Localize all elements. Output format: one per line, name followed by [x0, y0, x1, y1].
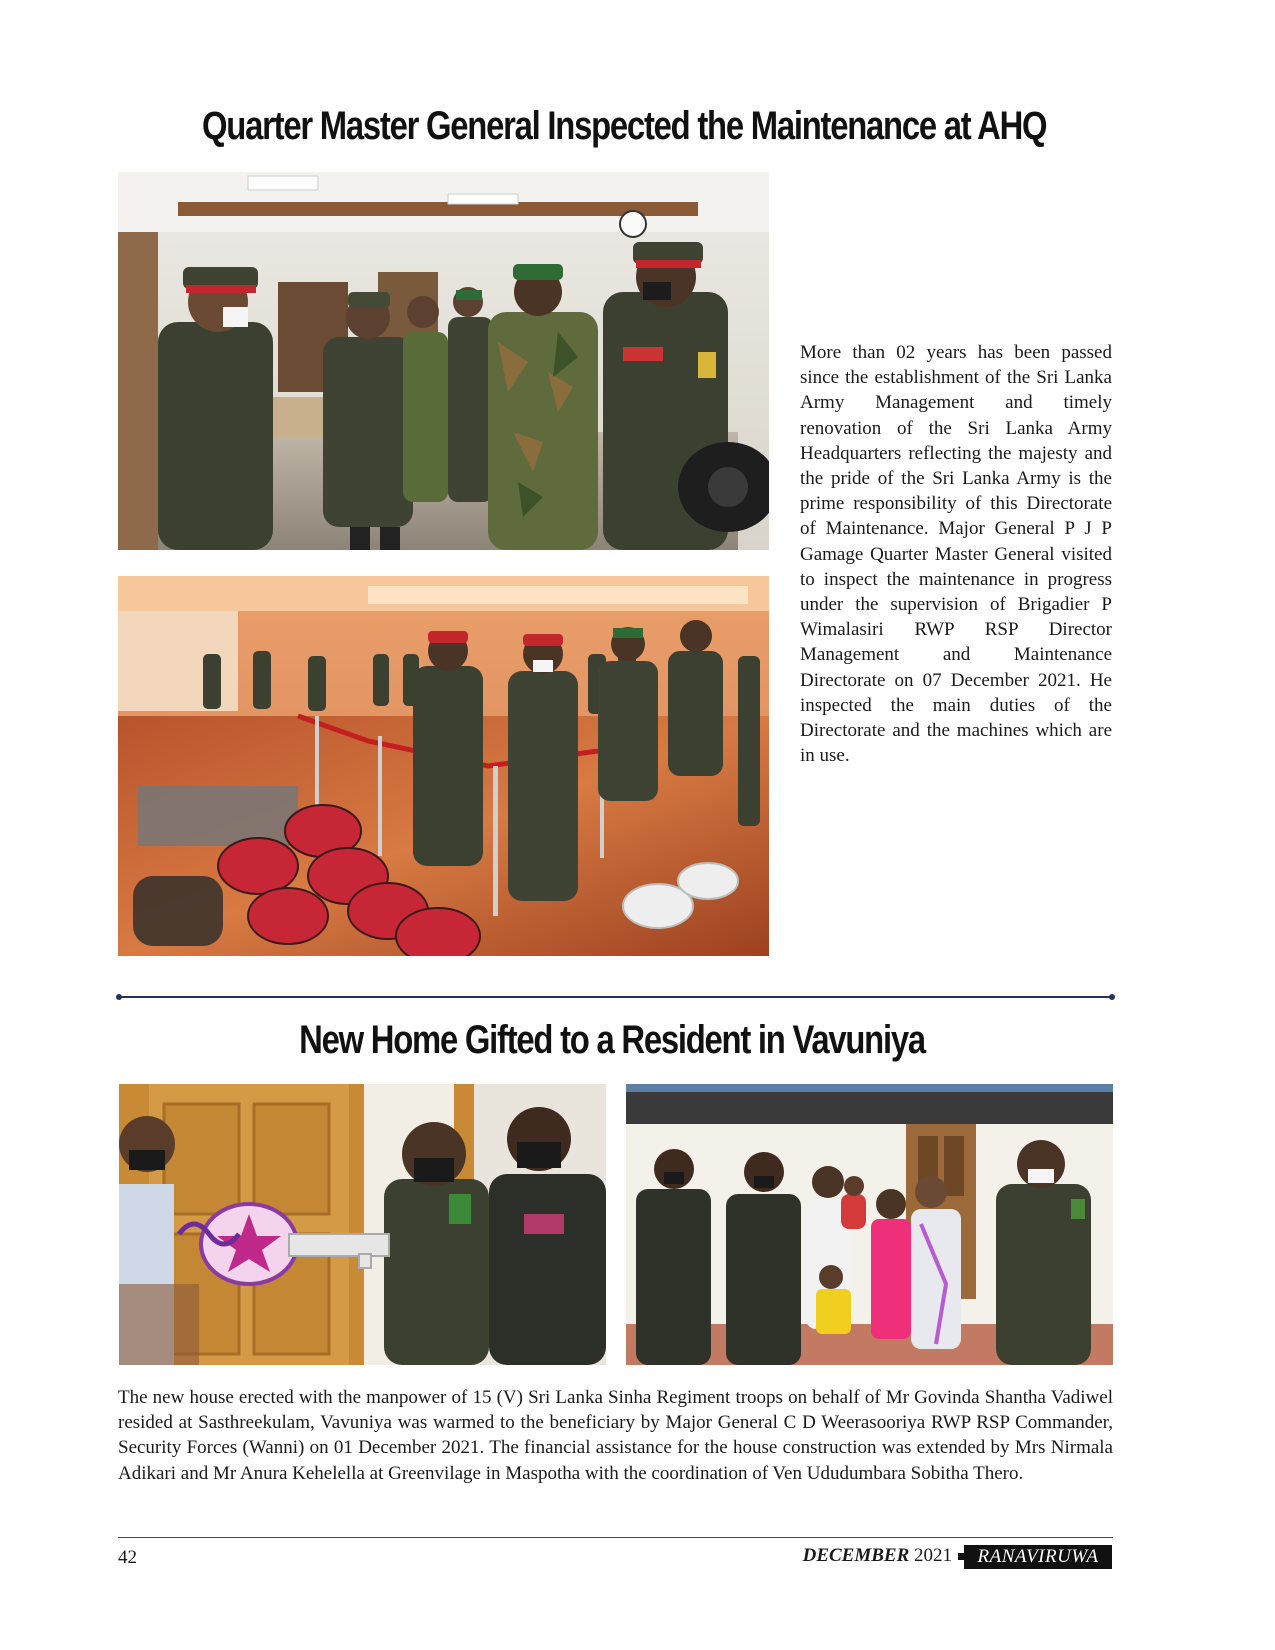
footer-year: 2021 [914, 1545, 952, 1566]
article-1-body: More than 02 years has been passed since the establishment of the Sri Lanka Army Management and timely renovation of the Sri Lanka Army Headquarters reflecting the majesty and the pride of the Sri Lanka Army is the prime responsibility of this Directorate of Maintenance. Major General P J P Gamage Quarter Master General visited to inspect the maintenance in progress under the supervision of Brigadier P Wimalasiri RWP RSP Director Management and Maintenance Directorate on 07 December 2021. He inspected the main duties of the Directorate and the machines which are in use. [800, 342, 1112, 767]
footer-issue-date [803, 1545, 965, 1567]
footer-month: DECEMBER [802, 1545, 910, 1566]
key-handover-photo [119, 1084, 606, 1365]
maintenance-hall-photo [118, 576, 769, 956]
inspection-office-photo [118, 172, 769, 550]
family-group-photo [626, 1084, 1113, 1365]
article-1-headline: Quarter Master General Inspected the Maintenance at AHQ [202, 104, 1047, 148]
magazine-name: RANAVIRUWA [964, 1545, 1112, 1569]
section-divider [118, 996, 1113, 998]
article-2-body: The new house erected with the manpower of 15 (V) Sri Lanka Sinha Regiment troops on behalf of Mr Govinda Shantha Vadiwel resided at Sasthreekulam, Vavuniya was warmed to the beneficiary by Major General C D Weerasooriya RWP RSP Commander, Security Forces (Wanni) on 01 December 2021. The financial assistance for the house construction was extended by Mrs Nirmala Adikari and Mr Anura Kehelella at Greenvilage in Maspotha with the coordination of Ven Ududumbara Sobitha Thero. [118, 1387, 1113, 1484]
footer-rule [118, 1537, 1113, 1538]
page-number: 42 [118, 1547, 137, 1568]
article-2-headline: New Home Gifted to a Resident in Vavuniya [299, 1018, 925, 1062]
